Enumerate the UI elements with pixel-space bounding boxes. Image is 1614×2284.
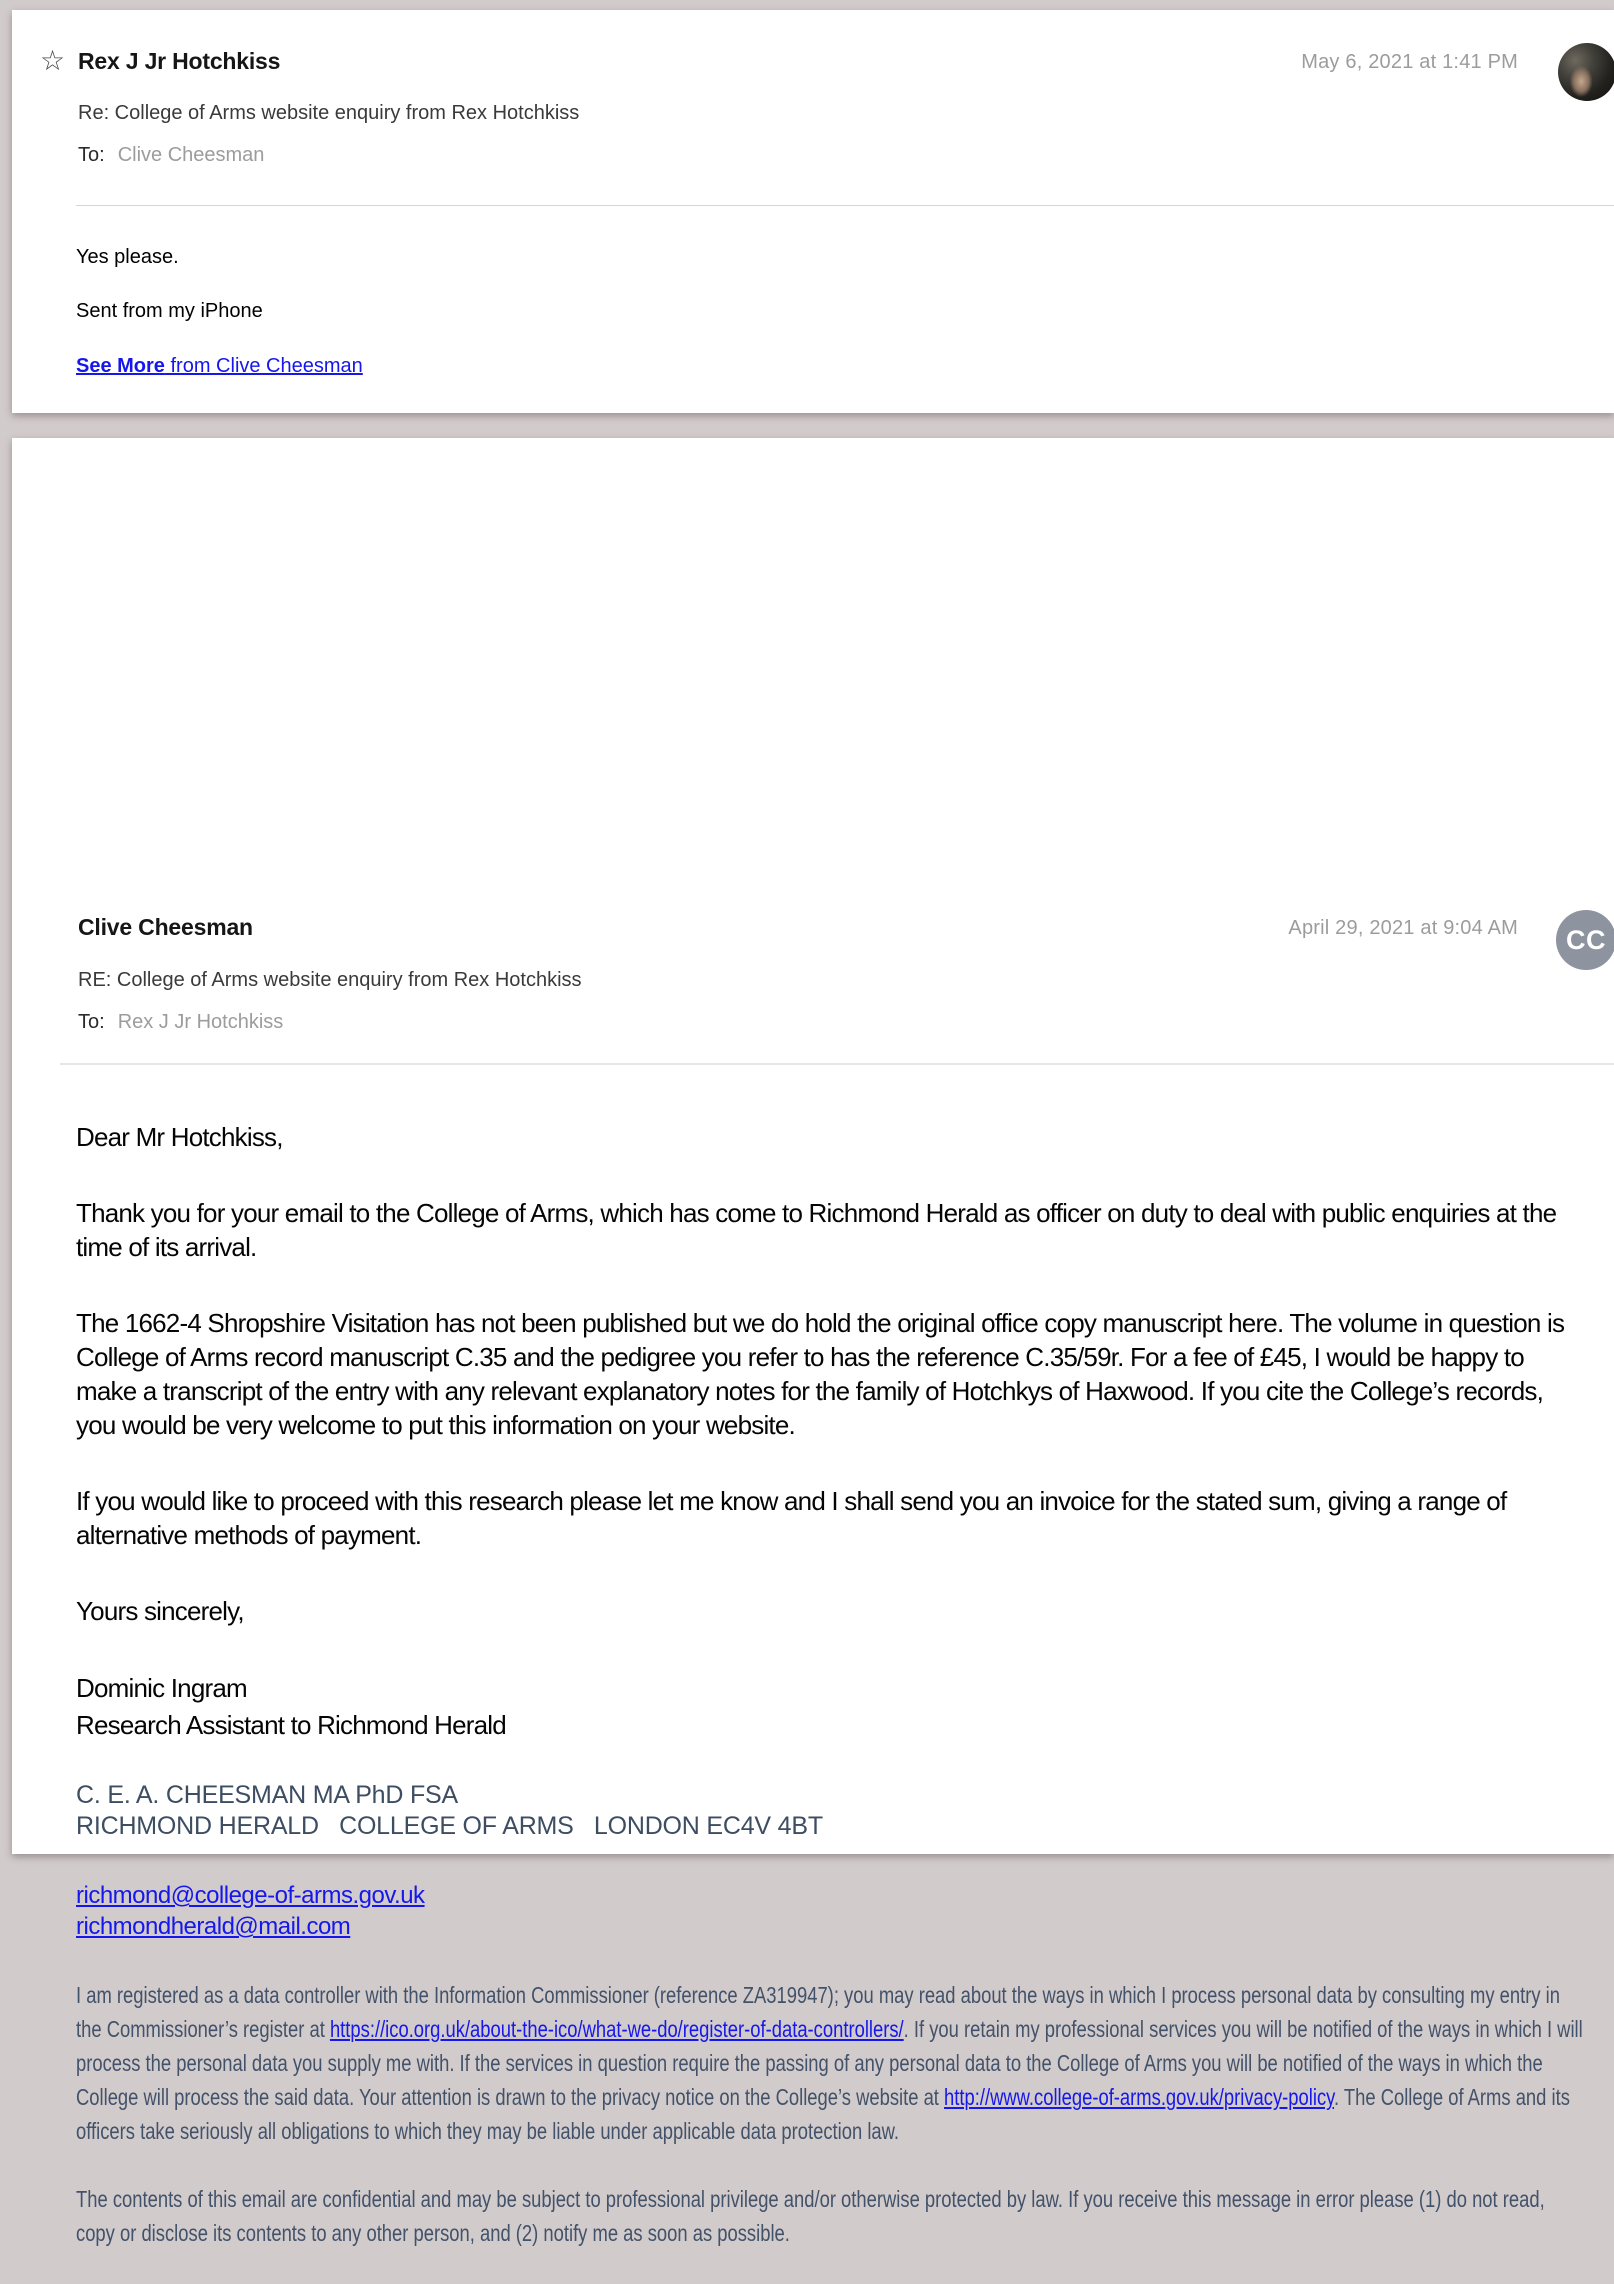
privacy-policy-link[interactable]: http://www.college-of-arms.gov.uk/privacy-policy — [944, 2084, 1334, 2110]
signature-role: Research Assistant to Richmond Herald — [76, 1710, 506, 1740]
sender-name: Rex J Jr Hotchkiss — [78, 48, 281, 74]
subject-line: Re: College of Arms website enquiry from Rex Hotchkiss — [78, 102, 580, 124]
signature-person — [76, 1670, 1586, 1744]
signature-email-links — [76, 1880, 1586, 1942]
see-more-link-bold: See More — [76, 355, 165, 377]
body-paragraph: If you would like to proceed with this research please let me know and I shall send you an invoice for the stated sum, giving a range of alternative methods of payment. — [76, 1486, 1507, 1550]
sender-avatar-photo — [1558, 43, 1614, 101]
avatar-initials-text: CC — [1566, 924, 1606, 955]
message-date: May 6, 2021 at 1:41 PM — [1301, 51, 1518, 73]
notice-text: . If you retain my professional services you will be notified of the ways in which I will process the personal data you supply me with. If the services in question require the passing of any personal data to the College of Arms you will be notified of the ways in which the College will process the said data. Your attention is drawn to the privacy notice on the College’s website at — [76, 2016, 1583, 2110]
see-more-link-rest: from Clive Cheesman — [164, 355, 363, 377]
notice-text: I am registered as a data controller with the Information Commissioner (reference ZA319947); you may read about the ways in which I process personal data by consulting my entry in the Commissioner’s register at — [76, 1982, 1560, 2042]
sender-avatar-initials — [1556, 910, 1614, 970]
see-more-row — [76, 355, 363, 378]
message-body — [76, 1120, 1586, 2284]
to-label: To: — [78, 1011, 105, 1033]
to-label: To: — [78, 144, 105, 166]
greeting: Dear Mr Hotchkiss, — [76, 1122, 283, 1152]
data-protection-notice — [76, 1978, 1588, 2148]
recipient-row — [78, 144, 264, 167]
recipient-name: Clive Cheesman — [117, 144, 265, 166]
signature-credentials: C. E. A. CHEESMAN MA PhD FSA — [76, 1781, 458, 1809]
header-divider — [76, 205, 1614, 206]
confidentiality-text: The contents of this email are confidential and may be subject to professional privilege and/or otherwise protected by law. If you receive this message in error please (1) do not read, copy or disclose its contents to any other person, and (2) notify me as soon as possible. — [76, 2186, 1545, 2246]
subject-line: RE: College of Arms website enquiry from Rex Hotchkiss — [78, 969, 582, 991]
body-text: Sent from my iPhone — [76, 300, 263, 322]
ico-register-link[interactable]: https://ico.org.uk/about-the-ico/what-we-do/register-of-data-controllers/ — [329, 2016, 904, 2042]
signature-name: Dominic Ingram — [76, 1673, 247, 1703]
body-text: Yes please. — [76, 246, 179, 268]
see-more-link[interactable] — [76, 355, 363, 377]
recipient-name: Rex J Jr Hotchkiss — [117, 1011, 284, 1033]
star-flag-icon[interactable]: ☆ — [40, 45, 66, 76]
message-date: April 29, 2021 at 9:04 AM — [1288, 917, 1518, 939]
email-card-2 — [12, 438, 1614, 2246]
body-paragraph: The 1662-4 Shropshire Visitation has not been published but we do hold the original office copy manuscript here. The volume in question is College of Arms record manuscript C.35 and the pedigree you refer to has the reference C.35/59r. For a fee of £45, I would be happy to make a transcript of the entry with any relevant explanatory notes for the family of Hotchkys of Haxwood. If you cite the College’s records, you would be very welcome to put this information on your website. — [76, 1308, 1565, 1440]
email-link-richmondherald[interactable]: richmondherald@mail.com — [76, 1913, 351, 1940]
email-card-1 — [12, 10, 1614, 413]
notice-text: . The College of Arms and its officers take seriously all obligations to which they may be liable under applicable data protection law. — [76, 2084, 1570, 2144]
confidentiality-notice — [76, 2182, 1588, 2250]
header-divider — [60, 1063, 1614, 1065]
sender-name: Clive Cheesman — [78, 914, 253, 940]
closing: Yours sincerely, — [76, 1596, 244, 1626]
signature-address: RICHMOND HERALD COLLEGE OF ARMS LONDON EC4V 4BT — [76, 1812, 823, 1840]
email-link-richmond[interactable]: richmond@college-of-arms.gov.uk — [76, 1882, 425, 1909]
signature-block — [76, 1780, 1586, 1842]
body-paragraph: Thank you for your email to the College of Arms, which has come to Richmond Herald as officer on duty to deal with public enquiries at the time of its arrival. — [76, 1198, 1557, 1262]
recipient-row — [78, 1011, 283, 1034]
